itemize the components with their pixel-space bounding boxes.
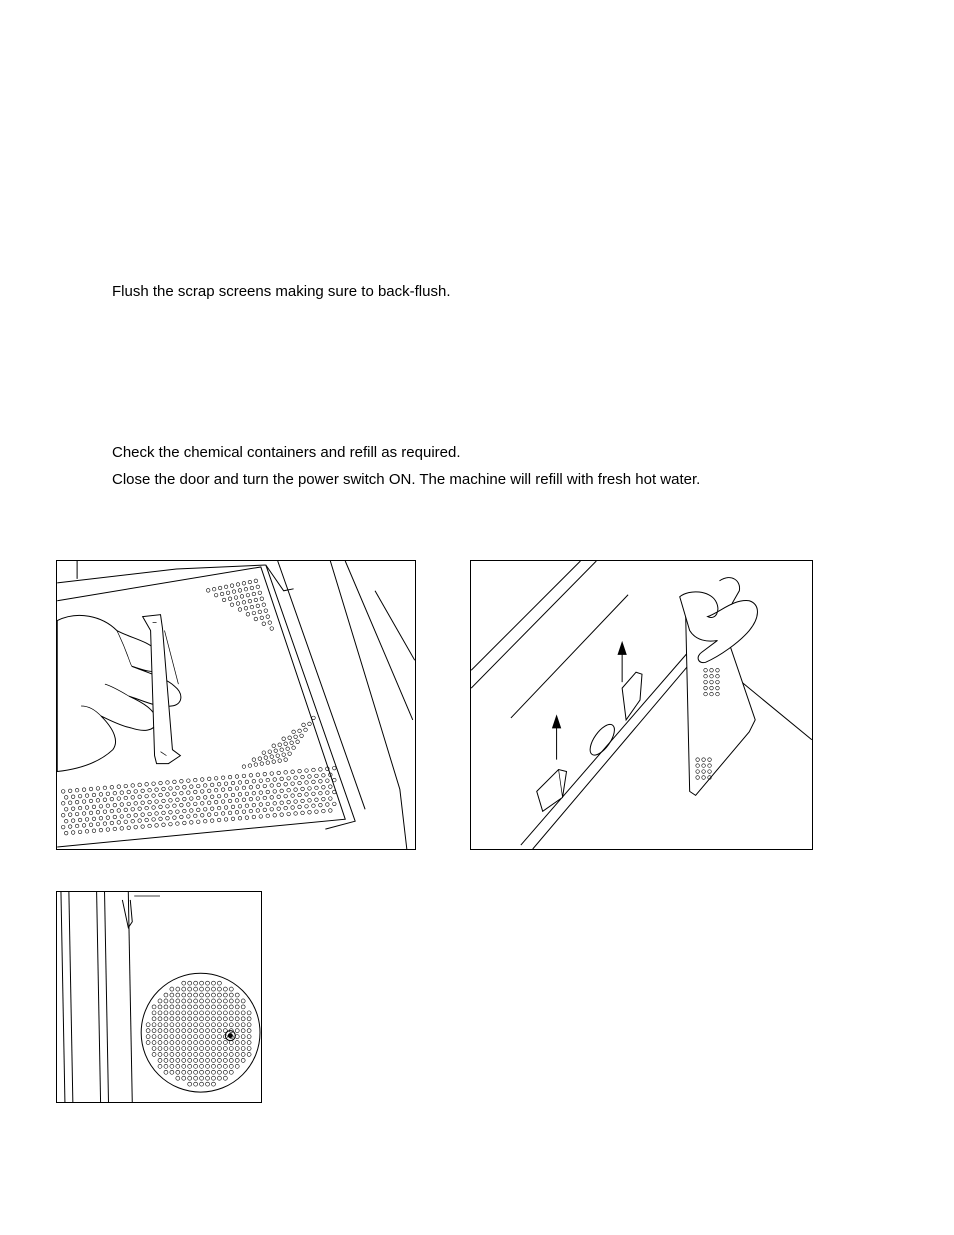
figure-tray-clip-removal — [56, 560, 416, 850]
screen-tab-left — [537, 770, 567, 812]
screen-lift-illustration — [471, 561, 812, 849]
arrow-up-icon — [618, 642, 626, 654]
drain-screen-illustration — [57, 892, 261, 1102]
arrow-up-icon — [553, 716, 561, 728]
instruction-close-door: Close the door and turn the power switch ON. The machine will refill with fresh hot water. — [112, 471, 701, 488]
tray-clip-illustration — [57, 561, 415, 849]
screen-tab-right — [622, 672, 642, 720]
figure-screen-lift — [470, 560, 813, 850]
perforation-pattern-top — [206, 579, 273, 630]
instruction-flush-screens: Flush the scrap screens making sure to back-flush. — [112, 283, 451, 300]
figure-drain-screen — [56, 891, 262, 1103]
instruction-check-chemicals: Check the chemical containers and refill as required. — [112, 444, 461, 461]
